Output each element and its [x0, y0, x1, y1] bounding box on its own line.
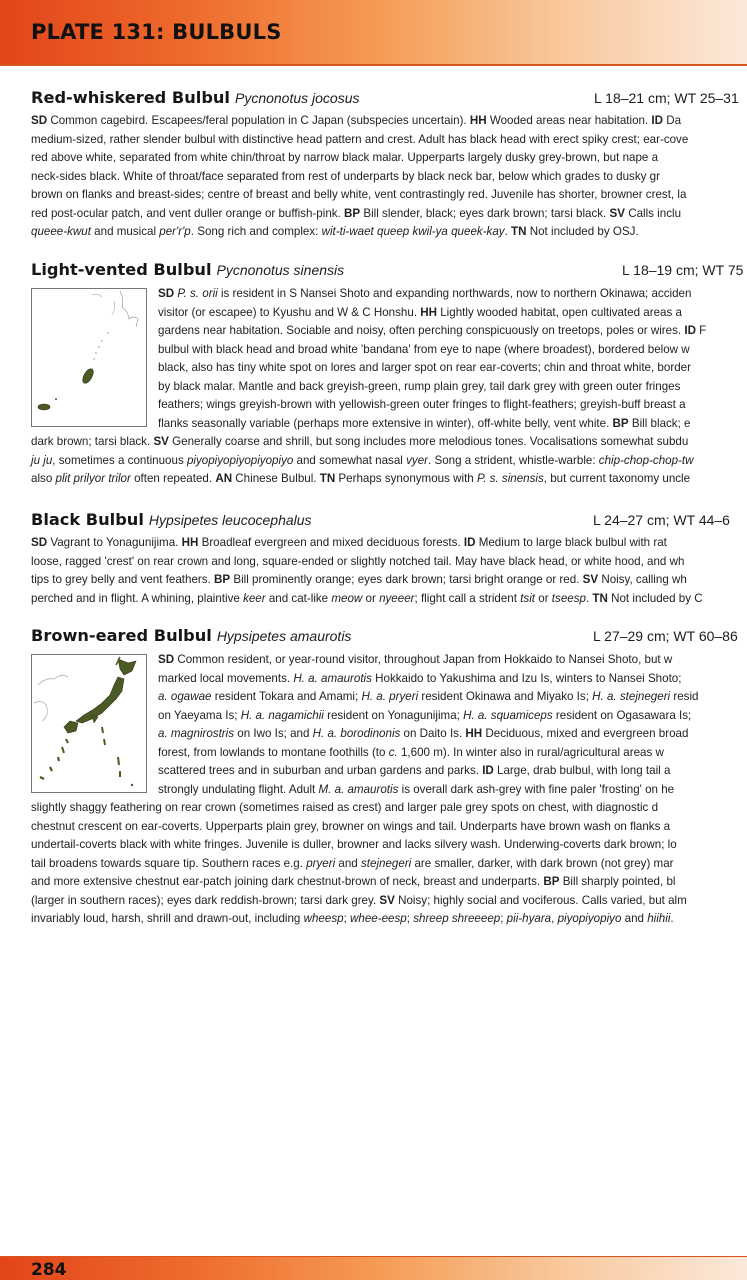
section-code: AN	[215, 472, 233, 485]
measurements: L 18–21 cm; WT 25–31	[594, 90, 739, 106]
text-segment: tips to grey belly and vent feathers.	[31, 573, 215, 586]
text-segment: Medium to large black bulbul with rat	[475, 536, 667, 549]
text-segment: . Song a strident, whistle-warble:	[428, 453, 599, 467]
text-segment: Bill slender, black; eyes dark brown; tarsi black.	[360, 206, 610, 220]
italic-text: meow	[331, 591, 363, 605]
section-code: SD	[31, 114, 48, 127]
section-code: SD	[158, 653, 175, 666]
text-segment: dark brown; tarsi black.	[31, 435, 154, 448]
section-code: TN	[319, 472, 336, 485]
text-segment: ; flight call a strident	[414, 591, 521, 605]
text-segment: Vagrant to Yonagunijima.	[47, 536, 182, 549]
species-text	[31, 534, 747, 608]
section-code: SV	[379, 893, 395, 907]
text-segment: neck-sides black. White of throat/face separated from rest of underparts by black neck bar, below which grades to dusky gr	[31, 169, 660, 183]
text-line	[31, 873, 747, 892]
text-line	[31, 836, 747, 855]
measurements: L 27–29 cm; WT 60–86	[593, 628, 738, 644]
text-segment: Bill prominently orange; eyes dark brown; tarsi bright orange or red.	[230, 573, 583, 586]
measurements: L 18–19 cm; WT 75	[622, 262, 744, 278]
italic-text: H. a. borodinonis	[312, 727, 401, 740]
italic-text: wheesp	[303, 912, 344, 925]
section-code: ID	[651, 114, 664, 127]
text-segment: resident on Yonagunijima;	[323, 708, 464, 722]
text-segment: resident Okinawa and Miyako Is;	[418, 690, 593, 703]
text-segment: bulbul with black head and broad white 'bandana' from eye to nape (where broadest), bordered below w	[158, 342, 690, 356]
italic-text: H. a. amaurotis	[293, 671, 372, 685]
italic-text: queee-kwut	[31, 225, 91, 238]
text-line	[31, 534, 747, 553]
section-code: BP	[214, 573, 231, 586]
section-code: BP	[543, 875, 560, 888]
text-segment: Generally coarse and shrill, but song includes more melodious tones. Vocalisations somewhat subdu	[168, 435, 689, 448]
plate-title: PLATE 131: BULBULS	[31, 20, 282, 44]
text-line	[31, 590, 747, 609]
text-segment: Da	[663, 114, 682, 127]
text-segment: on Daito Is.	[400, 727, 466, 740]
text-segment: often repeated.	[130, 472, 216, 485]
text-segment: Not included by C	[607, 591, 703, 605]
page-number: 284	[31, 1260, 67, 1280]
text-segment: 1,600 m). In winter also in rural/agricultural areas w	[397, 745, 664, 759]
text-line	[31, 818, 747, 837]
italic-text: vyer	[406, 453, 429, 467]
text-segment: red post-ocular patch, and vent duller orange or buffish-pink.	[31, 206, 345, 220]
italic-text: H. a. pryeri	[361, 690, 419, 703]
text-segment: Calls inclu	[624, 206, 682, 220]
text-segment: slightly shaggy feathering on rear crown (sometimes raised as crest) and larger pale grey spots on chest, with diagnostic d	[31, 801, 659, 814]
range-map	[31, 288, 147, 427]
section-code: ID	[684, 324, 696, 337]
text-segment: Perhaps synonymous with	[335, 472, 477, 485]
text-segment: are smaller, darker, with dark brown (not grey) mar	[411, 856, 674, 870]
text-segment: ;	[406, 912, 414, 925]
text-segment: Hokkaido to Yakushima and Izu Is, winters to Nansei Shoto;	[371, 671, 682, 685]
italic-text: piyopiyopiyo	[557, 912, 622, 925]
scientific-name: Hypsipetes amaurotis	[216, 628, 352, 644]
text-segment: visitor (or escapee) to Kyushu and W & C Honshu.	[158, 305, 421, 319]
text-segment: (larger in southern races); eyes dark reddish-brown; tarsi dark grey.	[31, 893, 380, 907]
text-segment: Broadleaf evergreen and mixed deciduous forests.	[198, 536, 464, 549]
text-segment: brown on flanks and breast-sides; centre of breast and belly white, vent contrastingly red. Juvenile has shorter, browner crest, la	[31, 188, 687, 201]
text-line	[31, 452, 747, 471]
range-map-graphic	[32, 655, 146, 792]
species-heading	[31, 510, 747, 534]
text-segment: on Yaeyama Is;	[158, 708, 241, 722]
scientific-name: Pycnonotus jocosus	[234, 90, 360, 106]
italic-text: nyeeer	[379, 591, 415, 605]
section-code: SD	[31, 536, 48, 549]
italic-text: tseesp	[551, 591, 586, 605]
scientific-name: Hypsipetes leucocephalus	[148, 512, 312, 528]
text-segment: F	[695, 324, 707, 337]
section-code: ID	[482, 764, 494, 777]
text-segment: Noisy; highly social and vociferous. Calls varied, but alm	[394, 893, 687, 907]
italic-text: a. magnirostris	[158, 727, 235, 740]
text-segment: and cat-like	[265, 591, 332, 605]
species-entry-red-whiskered-bulbul	[31, 88, 747, 242]
italic-text: plit prilyor trilor	[55, 472, 131, 485]
text-segment: and somewhat nasal	[293, 453, 407, 467]
text-line	[31, 205, 747, 224]
text-segment: black, also has tiny white spot on lores and larger spot on rear ear-coverts; chin and throat white, border	[158, 361, 691, 374]
text-segment: medium-sized, rather slender bulbul with distinctive head pattern and crest. Adult has black head with erect spiky crest; ear-cove	[31, 132, 689, 146]
text-segment: ;	[500, 912, 507, 925]
text-segment: also	[31, 472, 56, 485]
section-code: SD	[158, 287, 175, 300]
text-segment: flanks seasonally variable (perhaps more extensive in winter), off-white belly, vent white.	[158, 416, 613, 430]
text-segment: .	[504, 225, 512, 238]
section-code: HH	[469, 114, 487, 127]
text-line	[31, 149, 747, 168]
text-line	[31, 112, 747, 131]
text-segment: marked local movements.	[158, 671, 294, 685]
text-segment: tail broadens towards square tip. Southern races e.g.	[31, 856, 307, 870]
text-segment: Common resident, or year-round visitor, throughout Japan from Hokkaido to Nansei Shoto, but w	[174, 653, 673, 666]
text-segment: .	[585, 591, 593, 605]
text-segment: feathers; wings greyish-brown with yellowish-green outer fringes to flight-feathers; greyish-buff breast a	[158, 398, 686, 411]
text-line	[31, 186, 747, 205]
common-name: Black Bulbul	[31, 510, 144, 529]
italic-text: pii-hyara	[506, 912, 552, 925]
species-entry-black-bulbul	[31, 510, 747, 608]
species-heading	[31, 88, 747, 112]
text-segment: resident Tokara and Amami;	[211, 690, 362, 703]
text-line	[31, 433, 747, 452]
italic-text: M. a. amaurotis	[318, 782, 399, 796]
section-code: SV	[609, 206, 625, 220]
text-segment: or	[362, 591, 380, 605]
species-heading	[31, 260, 747, 284]
text-segment: Wooded areas near habitation.	[486, 114, 652, 127]
text-segment: or	[535, 591, 552, 605]
section-code: TN	[592, 591, 608, 605]
text-line	[31, 553, 747, 572]
text-segment: Bill sharply pointed, bl	[559, 875, 676, 888]
text-segment: perched and in flight. A whining, plaintive	[31, 591, 244, 605]
text-line	[31, 571, 747, 590]
text-segment: resident on Ogasawara Is;	[552, 708, 692, 722]
text-segment: loose, ragged 'crest' on rear crown and long, square-ended or slightly notched tail. May have black head, or white hood, and wh	[31, 554, 685, 568]
italic-text: H. a. nagamichii	[240, 708, 324, 722]
text-segment: , but current taxonomy uncle	[543, 472, 691, 485]
italic-text: hiihii	[647, 912, 671, 925]
text-segment: ;	[343, 912, 351, 925]
text-line	[31, 470, 747, 489]
common-name: Light-vented Bulbul	[31, 260, 212, 279]
italic-text: ju ju	[31, 453, 53, 467]
section-code: BP	[612, 416, 629, 430]
text-segment: is overall dark ash-grey with fine paler 'frosting' on he	[398, 782, 675, 796]
section-code: SV	[153, 435, 169, 448]
italic-text: pryeri	[306, 856, 336, 870]
species-heading	[31, 626, 747, 650]
text-segment: is resident in S Nansei Shoto and expanding northwards, now to northern Okinawa; acciden	[217, 287, 692, 300]
text-line	[31, 131, 747, 150]
text-segment: Lightly wooded habitat, open cultivated areas a	[437, 305, 682, 319]
text-segment: scattered trees and in suburban and urban gardens and parks.	[158, 764, 483, 777]
common-name: Brown-eared Bulbul	[31, 626, 212, 645]
section-code: SV	[582, 573, 599, 586]
italic-text: shreep shreeeep	[413, 912, 501, 925]
text-segment: resid	[670, 690, 699, 703]
text-segment: strongly undulating flight. Adult	[158, 782, 319, 796]
section-code: HH	[465, 727, 483, 740]
text-line	[31, 799, 747, 818]
italic-text: piyopiyopiyopiyopiyo	[186, 453, 294, 467]
footer-band	[0, 1256, 747, 1280]
italic-text: H. a. squamiceps	[463, 708, 553, 722]
range-map	[31, 654, 147, 793]
text-segment: Noisy, calling wh	[598, 573, 687, 586]
section-code: HH	[181, 536, 199, 549]
text-line	[31, 168, 747, 187]
text-segment: Common cagebird. Escapees/feral population in C Japan (subspecies uncertain).	[47, 114, 470, 127]
species-entry-brown-eared-bulbul	[31, 626, 747, 929]
italic-text: tsit	[520, 591, 536, 605]
text-segment: forest, from lowlands to montane foothills (to	[158, 745, 389, 759]
text-segment: Bill black; e	[628, 416, 691, 430]
text-segment: Large, drab bulbul, with long tail a	[493, 764, 671, 777]
text-segment: . Song rich and complex:	[190, 225, 322, 238]
text-segment: Chinese Bulbul.	[232, 472, 320, 485]
text-segment: on Iwo Is; and	[234, 727, 313, 740]
text-segment: .	[670, 912, 674, 925]
text-segment: ,	[551, 912, 558, 925]
italic-text: per'r'p	[159, 225, 191, 238]
species-entry-light-vented-bulbul	[31, 260, 747, 489]
species-text	[31, 112, 747, 242]
italic-text: keer	[243, 591, 266, 605]
text-line	[31, 855, 747, 874]
text-segment: red above white, separated from white chin/throat by narrow black malar. Upperparts largely dusky grey-brown, but nape a	[31, 151, 659, 164]
section-code: HH	[420, 305, 438, 319]
text-segment: by black malar. Mantle and back greyish-green, rump plain grey, tail dark grey with green outer fringes	[158, 379, 681, 393]
italic-text: stejnegeri	[360, 856, 412, 870]
text-segment: gardens near habitation. Sociable and noisy, often perching conspicuously on treetops, poles or wires.	[158, 324, 685, 337]
italic-text: whee-eesp	[350, 912, 407, 925]
common-name: Red-whiskered Bulbul	[31, 88, 230, 107]
text-line	[31, 892, 747, 911]
section-code: TN	[511, 225, 527, 238]
scientific-name: Pycnonotus sinensis	[216, 262, 345, 278]
italic-text: H. a. stejnegeri	[592, 690, 671, 703]
section-code: BP	[344, 206, 361, 220]
text-segment: and more extensive chestnut ear-patch joining dark chestnut-brown of neck, breast and underparts.	[31, 875, 544, 888]
italic-text: chip-chop-chop-tw	[598, 453, 694, 467]
text-segment: Not included by OSJ.	[526, 225, 639, 238]
italic-text: a. ogawae	[158, 690, 212, 703]
text-segment: Deciduous, mixed and evergreen broad	[482, 727, 689, 740]
italic-text: P. s. sinensis	[476, 472, 544, 485]
italic-text: wit-ti-waet queep kwil-ya queek-kay	[321, 225, 505, 238]
text-segment: invariably loud, harsh, shrill and drawn-out, including	[31, 912, 304, 925]
measurements: L 24–27 cm; WT 44–6	[593, 512, 730, 528]
italic-text: P. s. orii	[177, 287, 218, 300]
italic-text: c.	[388, 745, 398, 759]
text-line	[31, 910, 747, 929]
text-line	[31, 223, 747, 242]
text-segment: and	[621, 912, 648, 925]
text-segment: and	[335, 856, 361, 870]
text-segment: , sometimes a continuous	[52, 453, 187, 467]
text-segment: and musical	[90, 225, 160, 238]
text-segment: chestnut crescent on ear-coverts. Upperparts plain grey, browner on wings and tail. Underparts have brown wash on flanks a	[31, 819, 671, 833]
section-code: ID	[463, 536, 476, 549]
text-segment: undertail-coverts black with white fringes. Juvenile is duller, browner and lacks silvery wash. Underwing-coverts dark brown; lo	[31, 838, 677, 851]
range-map-graphic	[32, 289, 146, 426]
